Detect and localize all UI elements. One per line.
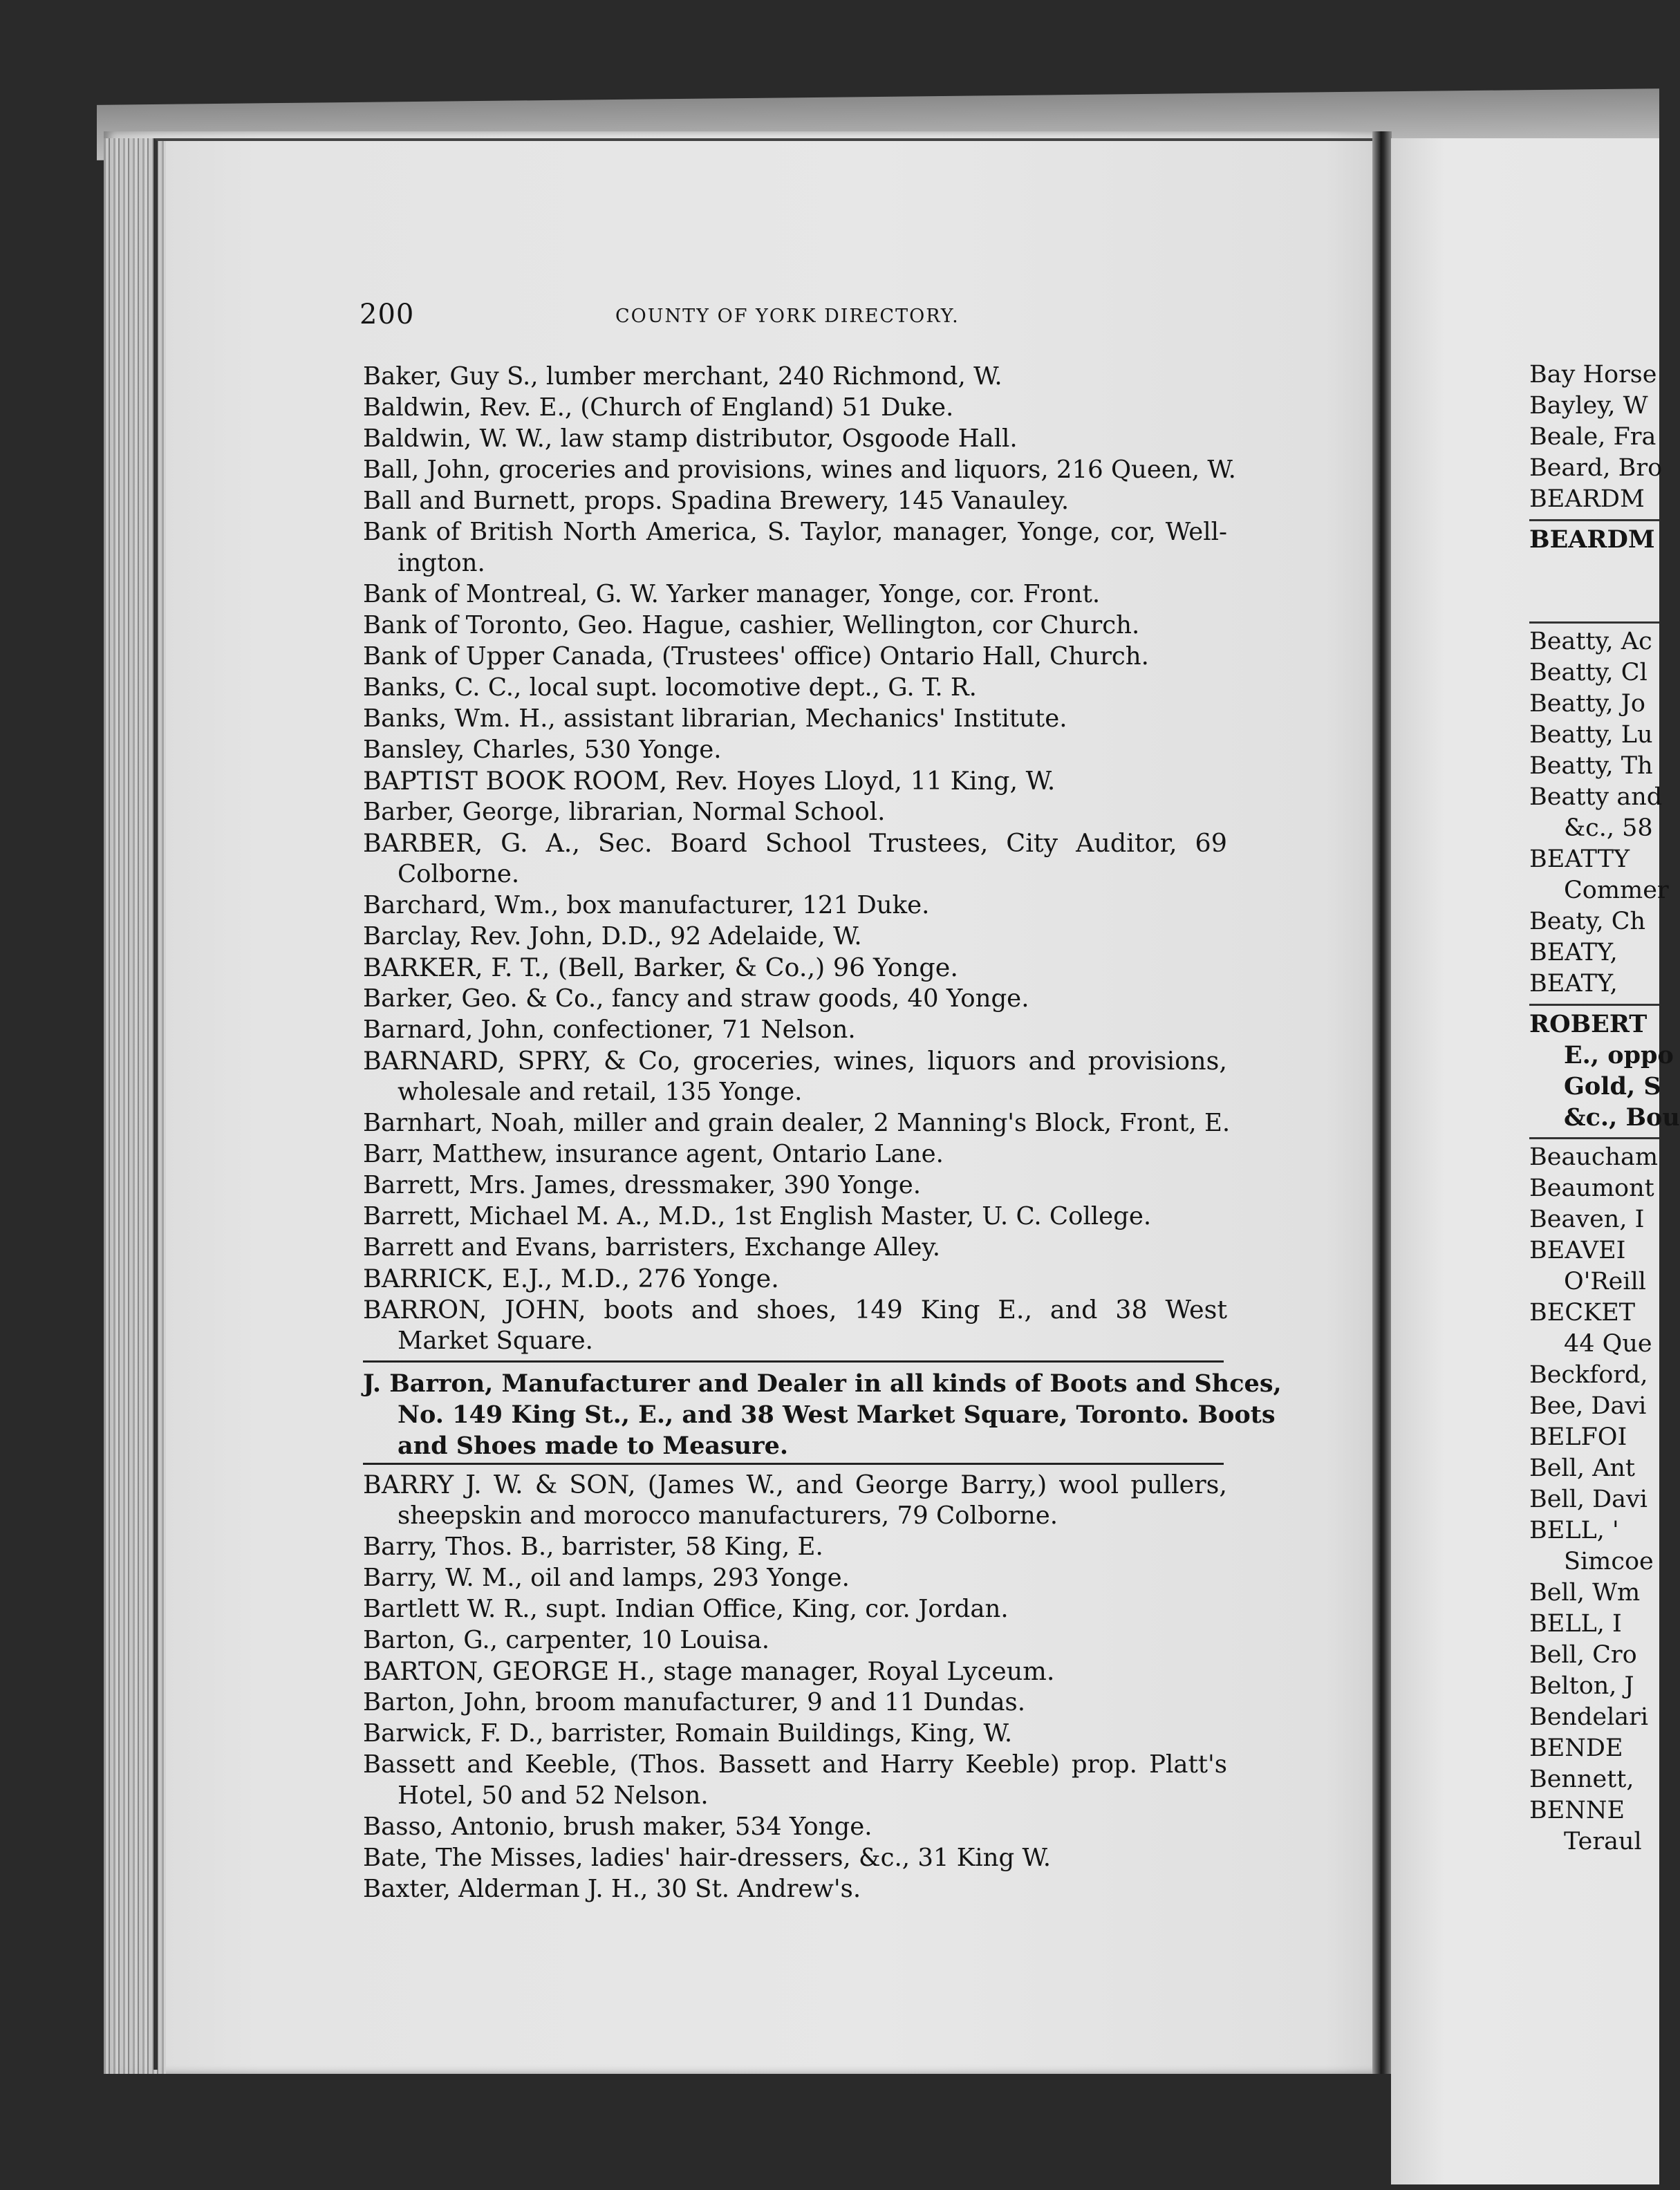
facing-page-line: BELFOI [1529,1423,1627,1451]
facing-page-line: Beaty, Ch [1529,908,1646,935]
directory-entries [363,361,1282,1904]
page-header [360,299,1224,337]
facing-page-line: BEATY, [1529,970,1618,998]
entry-continuation: Hotel, 50 and 52 Nelson. [398,1781,709,1810]
facing-page-line: Beatty, Jo [1529,690,1645,718]
facing-page-line: &c., 58 [1564,814,1653,842]
directory-entry: Barry, Thos. B., barrister, 58 King, E. [363,1533,823,1561]
facing-page-line: Beatty, Th [1529,752,1653,780]
facing-page-line: Bell, Ant [1529,1454,1635,1482]
directory-entry: Barton, G., carpenter, 10 Louisa. [363,1626,770,1654]
directory-entry: Barnhart, Noah, miller and grain dealer, 2 Manning's Block, Front, E. [363,1109,1231,1137]
facing-page-line: Beaven, I [1529,1206,1645,1233]
directory-entry: BARNARD, SPRY, & Co, groceries, wines, liquors and provisions, [363,1046,1227,1076]
directory-entry: Baldwin, Rev. E., (Church of England) 51 Duke. [363,393,954,422]
directory-entry: Bassett and Keeble, (Thos. Bassett and Harry Keeble) prop. Platt's [363,1750,1227,1779]
facing-page-line: Bendelari [1529,1703,1649,1731]
facing-page-line: Commer [1564,877,1669,904]
book-gutter [1372,131,1392,2074]
entry-continuation: Market Square. [398,1327,593,1355]
facing-page-line: BEARDM [1529,525,1655,554]
directory-entry: Ball, John, groceries and provisions, wines and liquors, 216 Queen, W. [363,456,1236,484]
directory-entry: Barchard, Wm., box manufacturer, 121 Duke. [363,891,930,919]
directory-entry: Banks, Wm. H., assistant librarian, Mechanics' Institute. [363,704,1067,733]
directory-entry: Barnard, John, confectioner, 71 Nelson. [363,1016,856,1044]
facing-page-line: Bell, Davi [1529,1486,1648,1513]
directory-entry: Barwick, F. D., barrister, Romain Buildings, King, W. [363,1719,1013,1748]
facing-page-line: BELL, I [1529,1610,1622,1638]
directory-entry: Barker, Geo. & Co., fancy and straw goods, 40 Yonge. [363,984,1029,1013]
directory-entry: BARRY J. W. & SON, (James W., and George Barry,) wool pullers, [363,1470,1227,1499]
running-title: COUNTY OF YORK DIRECTORY. [615,306,960,327]
facing-gap [1529,555,1659,617]
directory-entry: Bank of Toronto, Geo. Hague, cashier, Wellington, cor Church. [363,611,1140,639]
facing-page-line: BEATTY [1529,845,1630,873]
facing-page-line: BENNE [1529,1797,1625,1824]
facing-page-line: O'Reill [1564,1268,1646,1295]
page-number: 200 [360,299,415,330]
directory-entry: Bank of British North America, S. Taylor, manager, Yonge, cor, Well- [363,518,1227,546]
facing-page-line: 44 Que [1564,1330,1652,1358]
directory-entry: Ball and Burnett, props. Spadina Brewery, 145 Vanauley. [363,487,1070,515]
advert-rule-top [363,1360,1224,1363]
directory-entry: BARTON, GEORGE H., stage manager, Royal Lyceum. [363,1656,1055,1686]
facing-page-line: BEARDM [1529,485,1645,513]
facing-rule [1529,621,1659,624]
directory-entry: Barton, John, broom manufacturer, 9 and 11 Dundas. [363,1688,1026,1716]
directory-entry: Barber, George, librarian, Normal School. [363,798,886,826]
facing-page-line: Bee, Davi [1529,1392,1647,1420]
facing-page-line: Belton, J [1529,1672,1634,1700]
facing-page-line: Simcoe [1564,1548,1654,1575]
directory-entry: Banks, C. C., local supt. locomotive dept., G. T. R. [363,673,977,702]
facing-page-line: Bay Horse [1529,361,1657,389]
directory-entry: Barrett and Evans, barristers, Exchange Alley. [363,1233,940,1262]
facing-page-line: BENDE [1529,1734,1623,1762]
advert-line: J. Barron, Manufacturer and Dealer in all kinds of Boots and Shces, [363,1369,1282,1398]
directory-entry: BARRICK, E.J., M.D., 276 Yonge. [363,1264,779,1293]
entry-continuation: Colborne. [398,860,520,888]
entry-continuation: wholesale and retail, 135 Yonge. [398,1078,803,1106]
advert-rule-bottom [363,1463,1224,1465]
facing-page-line: Beatty and [1529,783,1663,811]
directory-entry: Baxter, Alderman J. H., 30 St. Andrew's. [363,1875,861,1903]
facing-page-line: BELL, ' [1529,1517,1619,1544]
directory-entry: Barrett, Mrs. James, dressmaker, 390 Yonge. [363,1171,922,1199]
directory-entry: Bank of Upper Canada, (Trustees' office) Ontario Hall, Church. [363,642,1149,671]
directory-entry: BARBER, G. A., Sec. Board School Trustees, City Auditor, 69 [363,828,1227,858]
directory-entry: Baker, Guy S., lumber merchant, 240 Richmond, W. [363,362,1002,391]
facing-page-line: E., oppo [1564,1041,1674,1069]
directory-entry: BAPTIST BOOK ROOM, Rev. Hoyes Lloyd, 11 King, W. [363,766,1056,796]
directory-entry: Barrett, Michael M. A., M.D., 1st English Master, U. C. College. [363,1202,1152,1230]
advert-line: No. 149 King St., E., and 38 West Market Square, Toronto. Boots [398,1401,1276,1429]
facing-page-line: BECKET [1529,1299,1636,1327]
facing-page-line: Beckford, [1529,1361,1648,1389]
directory-entry: Bansley, Charles, 530 Yonge. [363,736,722,764]
advert-line: and Shoes made to Measure. [398,1432,789,1460]
facing-page-line: Beaucham [1529,1143,1659,1171]
directory-entry: BARRON, JOHN, boots and shoes, 149 King E., and 38 West [363,1295,1227,1325]
facing-page-line: &c., Bou [1564,1103,1680,1132]
directory-entry: Baldwin, W. W., law stamp distributor, Osgoode Hall. [363,424,1018,453]
facing-page-line: Beatty, Cl [1529,659,1648,686]
directory-entry: Bartlett W. R., supt. Indian Office, King, cor. Jordan. [363,1595,1009,1623]
facing-page-line: Beale, Fra [1529,423,1656,451]
directory-entry: Bate, The Misses, ladies' hair-dressers, &c., 31 King W. [363,1844,1052,1872]
facing-page-line: Bayley, W [1529,392,1648,420]
directory-entry: Barry, W. M., oil and lamps, 293 Yonge. [363,1564,850,1592]
directory-entry: Barr, Matthew, insurance agent, Ontario Lane. [363,1140,944,1168]
facing-page-line: Beard, Bro [1529,454,1663,482]
directory-entry: Basso, Antonio, brush maker, 534 Yonge. [363,1813,872,1841]
directory-entry: Barclay, Rev. John, D.D., 92 Adelaide, W. [363,922,862,951]
entry-continuation: ington. [398,549,485,577]
facing-page-line: ROBERT [1529,1010,1648,1038]
facing-rule [1529,1004,1659,1006]
directory-entry: Bank of Montreal, G. W. Yarker manager, Yonge, cor. Front. [363,580,1101,608]
facing-page-line: BEATY, [1529,939,1618,966]
entry-continuation: sheepskin and morocco manufacturers, 79 Colborne. [398,1501,1058,1530]
facing-page-line: Bell, Wm [1529,1579,1641,1607]
facing-rule [1529,1137,1659,1139]
facing-page-line: Beatty, Lu [1529,721,1653,749]
facing-rule [1529,519,1659,521]
facing-page-text [1529,359,1680,1857]
facing-page-line: Gold, S [1564,1072,1661,1101]
facing-page-line: Teraul [1564,1828,1642,1855]
facing-page-line: Beatty, Ac [1529,628,1652,655]
directory-entry: BARKER, F. T., (Bell, Barker, & Co.,) 96 Yonge. [363,953,958,982]
facing-page-line: Bennett, [1529,1766,1634,1793]
facing-page-line: Bell, Cro [1529,1641,1637,1669]
facing-page-line: BEAVEI [1529,1237,1626,1264]
facing-page-line: Beaumont [1529,1174,1654,1202]
